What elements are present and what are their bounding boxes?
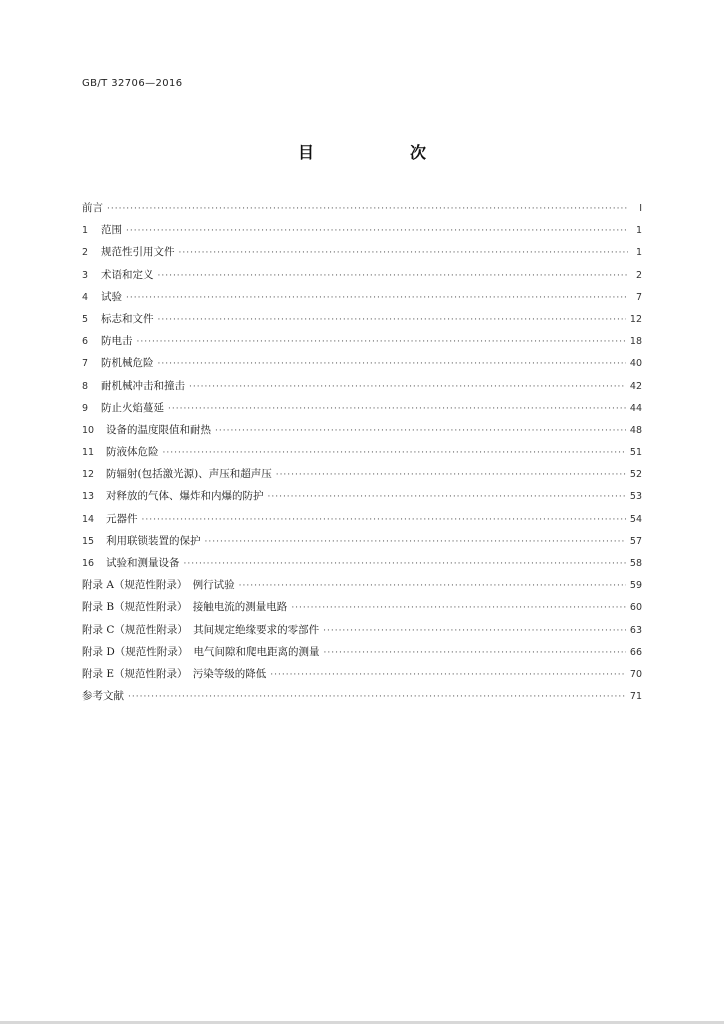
toc-entry-page: 51 xyxy=(629,447,642,459)
toc-entry-page: 48 xyxy=(629,424,642,436)
toc-entry-page: 40 xyxy=(629,358,642,370)
toc-entry-label: 范围 xyxy=(101,224,122,237)
toc-entry-page: 63 xyxy=(629,624,642,636)
toc-dot-leader xyxy=(189,376,626,398)
table-of-contents xyxy=(82,197,642,707)
toc-dot-leader xyxy=(270,664,626,686)
toc-entry-label: 试验和测量设备 xyxy=(106,557,180,569)
toc-entry-page: 54 xyxy=(629,513,642,525)
toc-entry[interactable] xyxy=(82,197,642,219)
toc-entry[interactable] xyxy=(82,441,642,463)
toc-entry[interactable] xyxy=(82,508,642,530)
toc-entry-page: 70 xyxy=(629,668,642,680)
toc-entry-page: 18 xyxy=(629,336,642,348)
toc-dot-leader xyxy=(168,398,626,420)
toc-entry-label: 耐机械冲击和撞击 xyxy=(101,379,185,392)
toc-entry-number: 11 xyxy=(82,447,95,459)
toc-title: 目 次 xyxy=(297,143,466,162)
toc-dot-leader xyxy=(137,331,626,353)
toc-entry-number: 15 xyxy=(82,535,95,547)
toc-entry-number: 13 xyxy=(82,491,95,503)
toc-entry-number: 12 xyxy=(82,469,95,481)
toc-entry-number: 1 xyxy=(82,225,89,237)
toc-entry-page: 59 xyxy=(629,580,642,592)
toc-entry[interactable] xyxy=(82,219,642,241)
toc-entry[interactable] xyxy=(82,352,642,374)
toc-entry-number: 9 xyxy=(82,402,89,414)
toc-entry-label: 防电击 xyxy=(101,335,133,348)
toc-dot-leader xyxy=(107,198,628,220)
toc-entry-number: 6 xyxy=(82,336,89,348)
toc-entry-number: 10 xyxy=(82,424,95,436)
toc-entry[interactable] xyxy=(82,308,642,330)
toc-dot-leader xyxy=(268,486,626,508)
toc-entry-page: 42 xyxy=(629,380,642,392)
toc-entry[interactable] xyxy=(82,663,642,685)
toc-dot-leader xyxy=(239,575,626,597)
toc-entry-page: 71 xyxy=(629,691,642,703)
toc-entry-label: 试验 xyxy=(101,290,122,303)
toc-entry-number: 5 xyxy=(82,313,89,325)
toc-entry-label: 附录 B（规范性附录） 接触电流的测量电路 xyxy=(82,601,288,614)
toc-dot-leader xyxy=(276,464,626,486)
toc-entry-label: 防液体危险 xyxy=(106,446,159,459)
toc-entry-page: 2 xyxy=(635,269,642,281)
toc-entry[interactable] xyxy=(82,397,642,419)
toc-entry-number: 16 xyxy=(82,558,95,569)
toc-entry[interactable] xyxy=(82,375,642,397)
toc-dot-leader xyxy=(126,220,628,242)
toc-entry-label: 防止火焰蔓延 xyxy=(101,401,164,414)
toc-dot-leader xyxy=(126,287,628,309)
toc-entry-page: 53 xyxy=(629,491,642,503)
toc-entry-label: 参考文献 xyxy=(82,690,124,703)
toc-entry-label: 设备的温度限值和耐热 xyxy=(106,423,211,436)
toc-entry-label: 附录 A（规范性附录） 例行试验 xyxy=(82,579,235,592)
toc-entry-page: 1 xyxy=(635,225,642,237)
toc-entry[interactable] xyxy=(82,530,642,552)
toc-dot-leader xyxy=(184,553,626,575)
toc-entry[interactable] xyxy=(82,641,642,663)
toc-entry-label: 对释放的气体、爆炸和内爆的防护 xyxy=(106,490,264,503)
toc-entry-label: 附录 E（规范性附录） 污染等级的降低 xyxy=(82,667,267,680)
toc-entry-page: Ⅰ xyxy=(639,203,642,214)
toc-dot-leader xyxy=(215,420,626,442)
toc-entry-number: 4 xyxy=(82,291,89,303)
toc-dot-leader xyxy=(163,442,626,464)
toc-dot-leader xyxy=(158,353,626,375)
toc-entry-number: 3 xyxy=(82,269,89,281)
toc-entry-page: 12 xyxy=(629,313,642,325)
toc-entry-label: 防机械危险 xyxy=(101,357,154,370)
toc-entry-page: 7 xyxy=(635,291,642,303)
toc-entry-page: 60 xyxy=(629,602,642,614)
toc-entry-page: 66 xyxy=(629,646,642,658)
toc-dot-leader xyxy=(291,597,626,619)
toc-entry[interactable] xyxy=(82,485,642,507)
toc-dot-leader xyxy=(205,531,626,553)
toc-entry-label: 附录 D（规范性附录） 电气间隙和爬电距离的测量 xyxy=(82,645,320,658)
toc-entry-number: 7 xyxy=(82,358,89,370)
toc-entry[interactable] xyxy=(82,330,642,352)
toc-dot-leader xyxy=(128,686,626,708)
toc-dot-leader xyxy=(179,242,629,264)
toc-dot-leader xyxy=(324,642,626,664)
toc-entry-number: 14 xyxy=(82,513,95,525)
toc-entry-label: 前言 xyxy=(82,202,103,214)
toc-entry-number: 8 xyxy=(82,380,89,392)
toc-entry[interactable] xyxy=(82,419,642,441)
toc-entry[interactable] xyxy=(82,596,642,618)
standard-code: GB/T 32706—2016 xyxy=(82,78,183,89)
toc-entry-label: 规范性引用文件 xyxy=(101,246,175,259)
toc-dot-leader xyxy=(323,620,626,642)
toc-entry[interactable] xyxy=(82,552,642,574)
toc-dot-leader xyxy=(158,265,629,287)
toc-entry-page: 58 xyxy=(629,558,642,569)
toc-entry-page: 44 xyxy=(629,402,642,414)
toc-entry[interactable] xyxy=(82,264,642,286)
toc-entry[interactable] xyxy=(82,463,642,485)
toc-entry-page: 1 xyxy=(635,247,642,259)
toc-entry-label: 元器件 xyxy=(106,512,138,525)
toc-entry-number: 2 xyxy=(82,247,89,259)
toc-entry-label: 利用联锁装置的保护 xyxy=(106,534,201,547)
toc-entry-page: 57 xyxy=(629,535,642,547)
toc-entry-label: 附录 C（规范性附录） 其间规定绝缘要求的零部件 xyxy=(82,623,320,636)
toc-entry[interactable] xyxy=(82,574,642,596)
toc-entry[interactable] xyxy=(82,685,642,707)
toc-entry[interactable] xyxy=(82,241,642,263)
toc-dot-leader xyxy=(158,309,626,331)
toc-entry-label: 防辐射(包括激光源)、声压和超声压 xyxy=(106,468,272,481)
toc-entry[interactable] xyxy=(82,619,642,641)
toc-dot-leader xyxy=(142,509,626,531)
toc-entry-label: 术语和定义 xyxy=(101,268,154,281)
toc-entry[interactable] xyxy=(82,286,642,308)
toc-entry-page: 52 xyxy=(629,469,642,481)
toc-entry-label: 标志和文件 xyxy=(101,312,154,325)
